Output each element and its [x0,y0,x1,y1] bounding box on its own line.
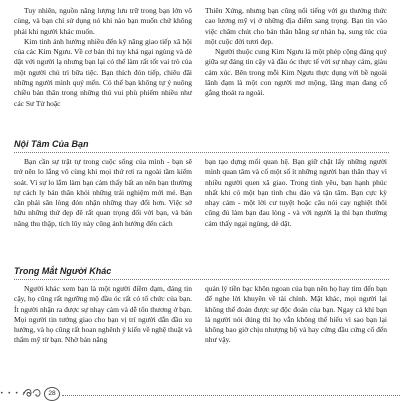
paragraph: bạn tạo dựng mối quan hệ. Bạn giữ chặt lấy những người mình quan tâm và cố một số ít những người bạn thân thay vì nhiều người quen xã giao. Trong tình yêu, bạn hạnh phúc nhất khi có một bạn tình chu đáo và tận tâm. Bạn cực kỳ nhạy cảm - một lời cư tuyệt hoặc câu nói cay nghiệt thôi cũng đủ làm bạn đau lòng - và với người lạ thì bạn thường cảm thấy ngại ngùng, dè dặt. [205,157,387,228]
paragraph: quản lý tiền bạc khôn ngoan của bạn nên họ hay tìm đến bạn để nghe lời khuyên về tài chính. Mặt khác, mọi người lại không thể đoán được sự độc đoán của bạn. Ngay cả khi bạn là người nói đúng thì họ vẫn không thể hiểu vì sao bạn lại không bao giờ chịu nhượng bộ và hay cứng đầu cứng cổ đến như vậy. [205,284,387,345]
footer-dots: • • • • [0,390,27,397]
heading-divider [14,279,389,280]
section2-right-column [205,284,387,346]
section1-right-column [205,157,387,229]
top-right-column [205,6,387,99]
paragraph: Tuy nhiên, nguồn năng lượng lưu trữ trong bạn lớn vô cùng, và bạn chỉ sử dụng nó khi nào bạn muốn chứ không phải khi người khác muốn. [14,6,192,36]
section-heading-inner-self: Nội Tâm Của Bạn [14,139,89,149]
section-heading-others-view: Trong Mắt Người Khác [14,266,112,276]
paragraph: Người khác xem bạn là một người điềm đạm, đáng tin cậy, họ cũng rất ngưỡng mộ đầu óc rất có tổ chức của bạn. Ít người nhận ra được sự nhạy cảm và dễ tổn thương ở bạn. Mọi người tin tưởng giao cho bạn vị trí người dẫn đầu xu hướng, và họ cũng rất hoan nghênh ý kiến về nghệ thuật và thẩm mỹ từ bạn. Nhờ bản năng [14,284,192,345]
footer-divider [62,395,400,396]
top-left-column [14,6,192,109]
swirl-ornament-icon [22,387,42,399]
section2-left-column [14,284,192,346]
paragraph: Bạn cần sự trật tự trong cuộc sống của mình - bạn sẽ trở nên lo lắng vô cùng khi mọi thứ rơi ra ngoài tầm kiểm soát. Vì sự lo lắm làm bạn cảm thấy bất an nên bạn thường tự cách ly bản thân khỏi những trải nghiệm mới mẻ. Bạn cần phải săn lòng đón nhận những thay đổi hơn. Việc sở hữu những thứ đẹp đẽ rất quan trọng đối với bạn, và bản năng thu thập, tích lũy này cũng ảnh hưởng đến cách [14,157,192,228]
page-footer [0,386,400,400]
heading-divider [14,152,389,153]
section1-left-column [14,157,192,229]
paragraph: Kim tinh ảnh hưởng nhiều đến kỹ năng giao tiếp xã hội của các Kim Ngưu. Về cơ bản thì tuy khá ngại ngùng và dè dặt với người lạ nhưng bạn lại có thể làm rất tốt vai trò của một người chủ trì bữa tiệc. Bạn thích đón tiếp, chiêu đãi những người mình quý mến. Có thể bạn không tự ý nuông chiều bản thân trong những thú vui phù phiếm nhiều như các Sư Tử hoặc [14,36,192,108]
page-number: 28 [44,387,60,401]
paragraph: Thiên Xứng, nhưng bạn cũng nổi tiếng với gu thưởng thức cao lương mỹ vị ở những địa điểm sang trọng. Bạn tìn vào việc chăm chút cho bản thân bằng sự nhàn hạ, sung túc của một cuộc đời tươi đẹp. [205,6,387,46]
paragraph: Người thuộc cung Kim Ngưu là một phép cộng đáng quý giữa sự đáng tin cậy và đầu óc thực tế với sự nhạy cảm, giàu cảm xúc. Bên trong mỗi Kim Ngưu thực dụng với bề ngoài lãnh đạm là một con người mơ mộng, lãng mạn đang cố gắng thoát ra ngoài. [205,47,387,98]
